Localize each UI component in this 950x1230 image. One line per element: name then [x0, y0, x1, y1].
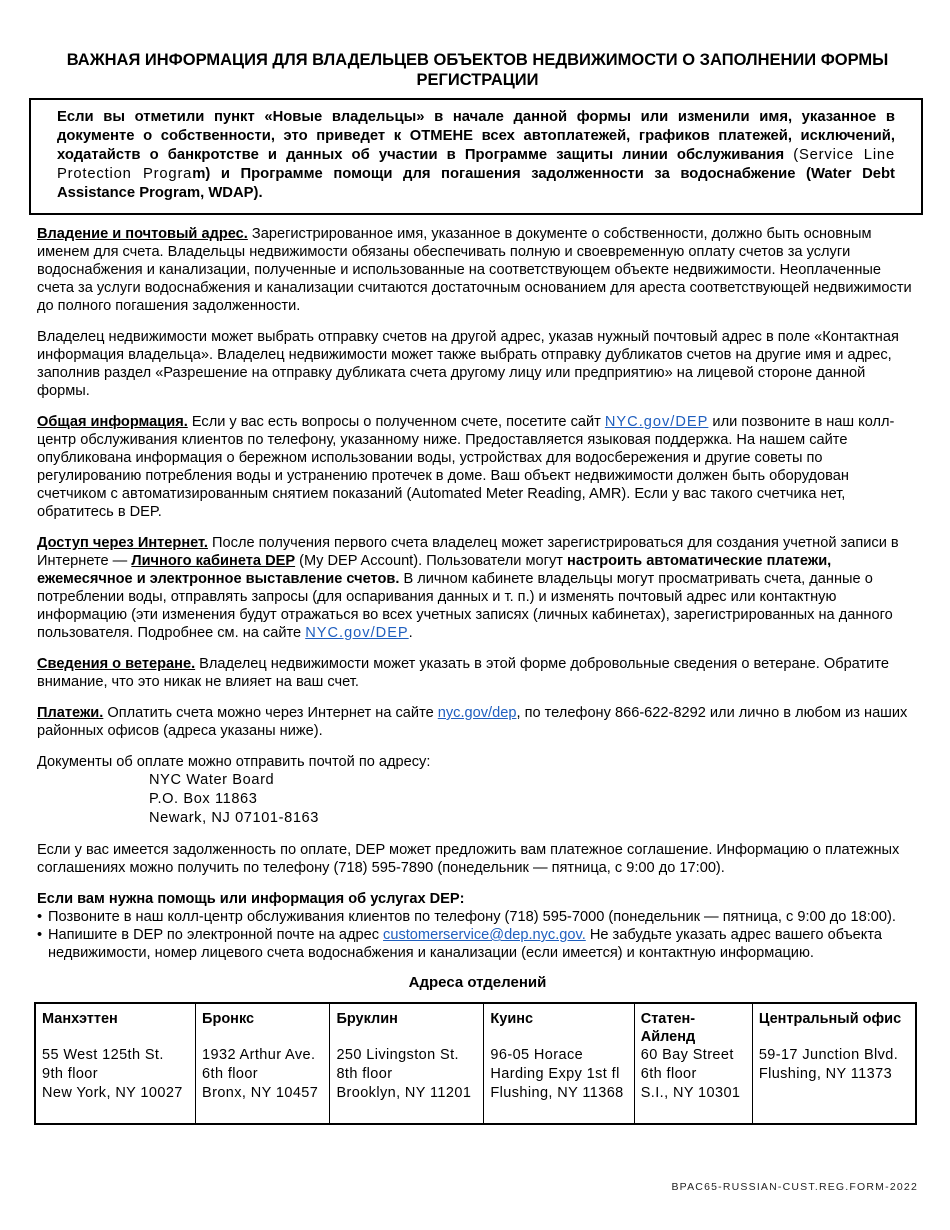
- nyc-dep-pay-link[interactable]: nyc.gov/dep: [437, 705, 517, 721]
- document-page: [37, 50, 918, 1125]
- help-item-email: [37, 926, 918, 962]
- notice-text: Если вы отметили пункт «Новые владельцы» в начале данной формы или изменили имя, указанное в документе о собственности, это приведет к ОТМЕНЕ всех автоплатежей, графиков платежей, исключений, ходатайств о банкротстве и данных об участии в Программе защиты линии обслуживания: [57, 109, 895, 163]
- help-email-text: Напишите в DEP по электронной почте на адрес: [48, 927, 384, 943]
- customer-service-email-link[interactable]: customerservice@dep.nyc.gov.: [383, 927, 586, 943]
- office-address-line: Brooklyn, NY 11201: [336, 1085, 472, 1101]
- payments-text-2: , по телефону 866-622-8292 или лично в любом из наших районных офисов (адреса указаны ниже).: [37, 705, 908, 739]
- general-text-2: или позвоните в наш колл-центр обслуживания клиентов по телефону, указанному ниже. Предоставляется языковая поддержка. На нашем сайте опубликована информация о бережном использовании воды, устройствах для водосбережения и другие советы по регулированию потребления воды и устранению протечек в доме. Ваш объект недвижимости должен быть оборудован счетчиком с автоматизированным снятием показаний (Automated Meter Reading, AMR). Если у вас такого счетчика нет, обратитесь в DEP.: [37, 414, 895, 520]
- office-cell: [35, 1003, 196, 1124]
- general-text: Если у вас есть вопросы о полученном счете, посетите сайт: [187, 414, 605, 430]
- offices-table: [34, 1002, 917, 1125]
- office-borough: Бронкс: [202, 1011, 255, 1027]
- office-address-line: 8th floor: [336, 1066, 393, 1082]
- nyc-dep-link[interactable]: NYC.gov/DEP: [604, 414, 709, 430]
- notice-program-name: (Service Line Protection Progra: [57, 147, 895, 182]
- payments-heading: Платежи.: [37, 705, 104, 721]
- office-cell: [484, 1003, 634, 1124]
- ownership-heading: Владение и почтовый адрес.: [37, 226, 248, 242]
- address-line: Newark, NJ 07101-8163: [149, 810, 319, 826]
- office-cell: [196, 1003, 330, 1124]
- office-address-line: 9th floor: [42, 1066, 98, 1082]
- internet-bold-text: настроить автоматические платежи, ежемесячное и электронное выставление счетов.: [37, 553, 832, 587]
- internet-text: После получения первого счета владелец может зарегистрироваться для создания учетной записи в Интернете —: [37, 535, 899, 569]
- payments-section: [37, 704, 918, 740]
- office-borough: Куинс: [490, 1011, 534, 1027]
- internet-text-2: (My DEP Account). Пользователи могут: [295, 553, 568, 569]
- offices-row: [35, 1003, 916, 1124]
- ownership-section: [37, 225, 918, 315]
- office-address-line: 96-05 Horace: [490, 1047, 584, 1063]
- address-line: NYC Water Board: [149, 772, 275, 788]
- mail-intro: Документы об оплате можно отправить почтой по адресу:: [37, 754, 431, 770]
- office-address-line: 6th floor: [640, 1066, 697, 1082]
- page-title: ВАЖНАЯ ИНФОРМАЦИЯ ДЛЯ ВЛАДЕЛЬЦЕВ ОБЪЕКТОВ НЕДВИЖИМОСТИ О ЗАПОЛНЕНИИ ФОРМЫ РЕГИСТРАЦИИ: [66, 51, 889, 89]
- my-dep-account-label: Личного кабинета DEP: [131, 553, 296, 569]
- office-address-line: 55 West 125th St.: [42, 1047, 164, 1063]
- internet-section: [37, 534, 918, 642]
- veteran-text: Владелец недвижимости может указать в этой форме добровольные сведения о ветеране. Обратите внимание, что это никак не влияет на ваш счет.: [37, 656, 889, 690]
- internet-text-4: .: [408, 625, 413, 641]
- office-borough: Бруклин: [336, 1011, 398, 1027]
- office-cell: [752, 1003, 916, 1124]
- payments-text: Оплатить счета можно через Интернет на сайте: [103, 705, 438, 721]
- office-address-line: Flushing, NY 11368: [490, 1085, 624, 1101]
- nyc-dep-link-2[interactable]: NYC.gov/DEP: [305, 625, 409, 641]
- office-address-line: Bronx, NY 10457: [202, 1085, 319, 1101]
- office-address-line: Harding Expy 1st fl: [490, 1066, 620, 1082]
- office-borough: Центральный офис: [758, 1011, 902, 1027]
- address-line: P.O. Box 11863: [149, 791, 258, 807]
- office-cell: [634, 1003, 752, 1124]
- office-address-line: 250 Livingston St.: [336, 1047, 459, 1063]
- notice-box: [29, 98, 923, 215]
- internet-heading: Доступ через Интернет.: [37, 535, 208, 551]
- general-heading: Общая информация.: [37, 414, 188, 430]
- office-borough: Статен-Айленд: [640, 1011, 696, 1045]
- internet-text-3: В личном кабинете владельцы могут просматривать счета, данные о потреблении воды, отправлять запросы (для оспаривания данных и т. п.) и изменять почтовый адрес или контактную информацию (эти изменения будут отражаться во всех учетных записях (личных кабинетах), зарегистрированных на данного пользователя. Подробнее см. на сайте: [37, 571, 893, 641]
- mailing-address: [149, 771, 918, 828]
- office-address-line: 1932 Arthur Ave.: [202, 1047, 316, 1063]
- form-code: BPAC65-RUSSIAN-CUST.REG.FORM-2022: [671, 1181, 918, 1193]
- office-address-line: New York, NY 10027: [42, 1085, 183, 1101]
- office-borough: Манхэттен: [42, 1011, 118, 1027]
- office-cell: [330, 1003, 484, 1124]
- ownership-text: Зарегистрированное имя, указанное в документе о собственности, должно быть основным именем для счета. Владельцы недвижимости обязаны обеспечивать полную и своевременную оплату счетов за услуги водоснабжения и канализации, полученные и использованные на соответствующем объекте недвижимости. Неоплаченные счета за услуги водоснабжения и канализации считаются достаточным основанием для ареста соответствующей недвижимости до полного погашения задолженности.: [37, 226, 912, 314]
- payment-agreement-text: Если у вас имеется задолженность по оплате, DEP может предложить вам платежное соглашение. Информацию о платежных соглашениях можно получить по телефону (718) 595-7890 (понедельник — пятница, с 9:00 до 17:00).: [37, 842, 900, 876]
- notice-text-end: m) и Программе помощи для погашения задолженности за водоснабжение (Water Debt Assistance Program, WDAP).: [57, 166, 895, 201]
- general-section: [37, 413, 918, 521]
- help-list: [37, 908, 918, 962]
- help-heading: Если вам нужна помощь или информация об услугах DEP:: [37, 891, 465, 907]
- office-address-line: Flushing, NY 11373: [758, 1066, 893, 1082]
- office-address-line: S.I., NY 10301: [640, 1085, 741, 1101]
- help-item-call: • Позвоните в наш колл-центр обслуживания клиентов по телефону (718) 595-7000 (понедельник — пятница, с 9:00 до 18:00).: [37, 908, 918, 926]
- offices-title: Адреса отделений: [408, 974, 547, 991]
- office-address-line: 59-17 Junction Blvd.: [758, 1047, 899, 1063]
- office-address-line: 60 Bay Street: [640, 1047, 734, 1063]
- veteran-heading: Сведения о ветеране.: [37, 656, 196, 672]
- ownership-text-2: Владелец недвижимости может выбрать отправку счетов на другой адрес, указав нужный почтовый адрес в поле «Контактная информация владельца». Владелец недвижимости может также выбрать отправку дубликатов счетов на другие имя и адрес, заполнив раздел «Разрешение на отправку дубликата счета другому лицу или предприятию» на лицевой стороне данной формы.: [37, 329, 899, 399]
- help-email-text-2: Не забудьте указать адрес вашего объекта недвижимости, номер лицевого счета водоснабжения и канализации (если имеется) и контактную информацию.: [48, 927, 882, 961]
- veteran-section: [37, 655, 918, 691]
- office-address-line: 6th floor: [202, 1066, 259, 1082]
